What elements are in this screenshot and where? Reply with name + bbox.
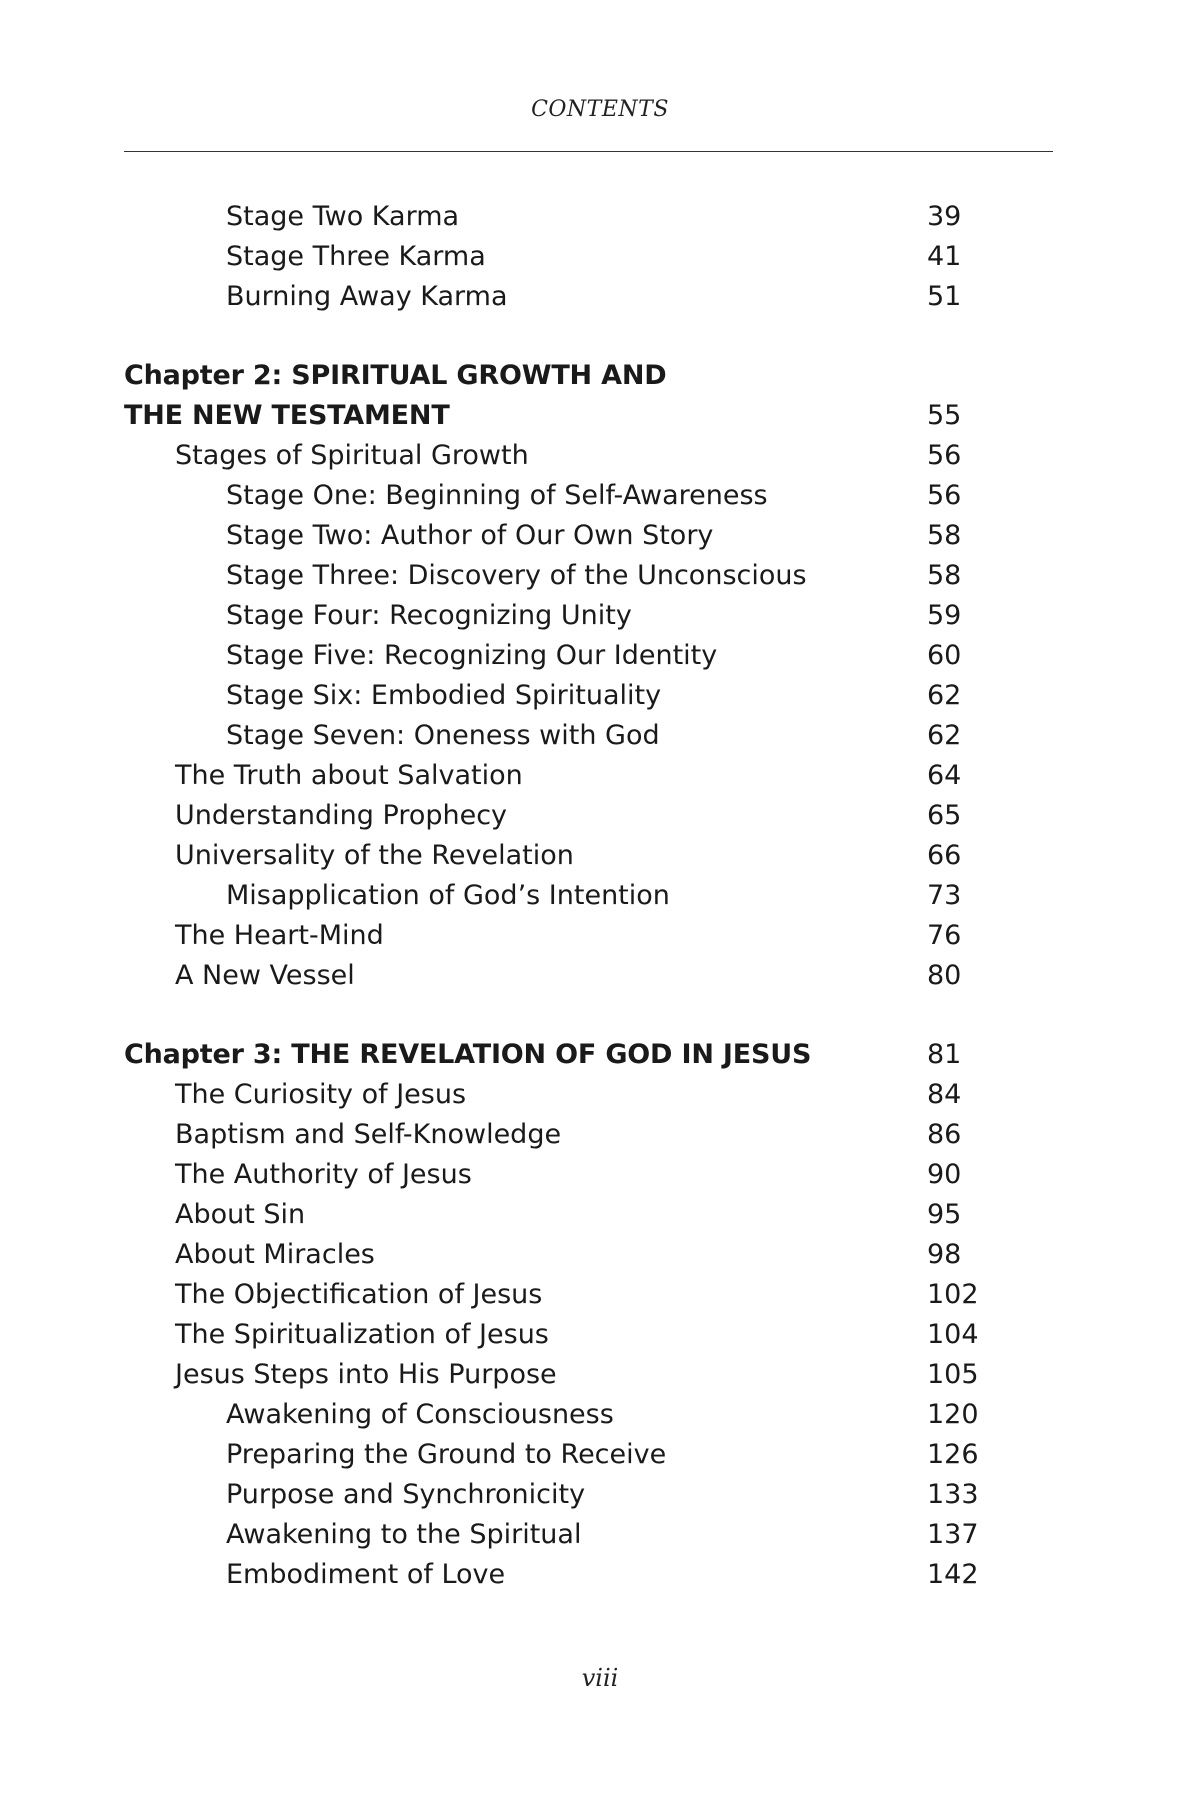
- toc-entry-title: The Heart-Mind: [175, 920, 384, 951]
- toc-entry-title: Baptism and Self-Knowledge: [175, 1119, 562, 1150]
- toc-entry-page-number: 66: [927, 840, 962, 871]
- toc-entry-page-number: 120: [927, 1399, 979, 1430]
- toc-entry[interactable]: [0, 197, 1200, 237]
- toc-entry[interactable]: [0, 1395, 1200, 1435]
- toc-entry-page-number: 90: [927, 1159, 962, 1190]
- toc-entry-page-number: 142: [927, 1559, 979, 1590]
- toc-entry-title: Universality of the Revelation: [175, 840, 574, 871]
- toc-entry[interactable]: [0, 1155, 1200, 1195]
- toc-entry[interactable]: [0, 1475, 1200, 1515]
- toc-entry-title: About Miracles: [175, 1239, 375, 1270]
- toc-entry-page-number: 76: [927, 920, 962, 951]
- toc-entry[interactable]: [0, 1195, 1200, 1235]
- toc-entry[interactable]: [0, 1555, 1200, 1595]
- toc-entry-title: Misapplication of God’s Intention: [226, 880, 670, 911]
- toc-entry[interactable]: [0, 836, 1200, 876]
- toc-entry[interactable]: [0, 277, 1200, 317]
- toc-entry[interactable]: [0, 876, 1200, 916]
- toc-entry-page-number: 81: [927, 1039, 962, 1070]
- toc-entry-title: The Spiritualization of Jesus: [175, 1319, 549, 1350]
- toc-entry-title: Stage Six: Embodied Spirituality: [226, 680, 662, 711]
- toc-entry-title: A New Vessel: [175, 960, 355, 991]
- toc-entry-title: THE NEW TESTAMENT: [124, 400, 450, 431]
- toc-entry-page-number: 104: [927, 1319, 979, 1350]
- toc-entry-page-number: 55: [927, 400, 962, 431]
- toc-entry-page-number: 60: [927, 640, 962, 671]
- toc-entry-title: Purpose and Synchronicity: [226, 1479, 586, 1510]
- toc-entry-title: Stage Two Karma: [226, 201, 460, 232]
- toc-entry-title: Stage One: Beginning of Self-Awareness: [226, 480, 768, 511]
- toc-entry-page-number: 39: [927, 201, 962, 232]
- toc-entry-page-number: 58: [927, 520, 962, 551]
- toc-entry-page-number: 41: [927, 241, 962, 272]
- toc-entry-page-number: 65: [927, 800, 962, 831]
- toc-entry-title: The Truth about Salvation: [175, 760, 523, 791]
- toc-entry-title: The Authority of Jesus: [175, 1159, 472, 1190]
- section-gap: [0, 996, 1200, 1035]
- toc-entry-page-number: 73: [927, 880, 962, 911]
- toc-entry[interactable]: [0, 1515, 1200, 1555]
- toc-entry-page-number: 126: [927, 1439, 979, 1470]
- toc-entry-title: Chapter 3: THE REVELATION OF GOD IN JESUS: [124, 1039, 812, 1070]
- toc-entry-page-number: 56: [927, 480, 962, 511]
- toc-entry[interactable]: [0, 516, 1200, 556]
- toc-entry-title: Stages of Spiritual Growth: [175, 440, 529, 471]
- toc-entry-page-number: 133: [927, 1479, 979, 1510]
- toc-entry-title: Stage Two: Author of Our Own Story: [226, 520, 714, 551]
- page-number: viii: [581, 1664, 619, 1692]
- toc-entry-page-number: 102: [927, 1279, 979, 1310]
- toc-entry-page-number: 95: [927, 1199, 962, 1230]
- toc-entry-title: About Sin: [175, 1199, 306, 1230]
- toc-entry[interactable]: [0, 556, 1200, 596]
- toc-entry[interactable]: [0, 436, 1200, 476]
- toc-entry-page-number: 58: [927, 560, 962, 591]
- toc-entry[interactable]: [0, 237, 1200, 277]
- toc-entry[interactable]: [0, 476, 1200, 516]
- toc-entry[interactable]: [0, 1075, 1200, 1115]
- toc-chapter-heading[interactable]: [0, 396, 1200, 436]
- toc-entry[interactable]: [0, 596, 1200, 636]
- toc-entry-title: The Curiosity of Jesus: [175, 1079, 467, 1110]
- toc-entry-page-number: 105: [927, 1359, 979, 1390]
- toc-entry-page-number: 86: [927, 1119, 962, 1150]
- toc-entry-page-number: 137: [927, 1519, 979, 1550]
- toc-chapter-heading[interactable]: [0, 356, 1200, 396]
- toc-entry[interactable]: [0, 1235, 1200, 1275]
- toc-entry[interactable]: [0, 796, 1200, 836]
- toc-entry[interactable]: [0, 716, 1200, 756]
- toc-entry-title: Awakening to the Spiritual: [226, 1519, 582, 1550]
- running-head: CONTENTS: [531, 97, 669, 122]
- toc-entry[interactable]: [0, 1275, 1200, 1315]
- toc-entry[interactable]: [0, 956, 1200, 996]
- toc-chapter-heading[interactable]: [0, 1035, 1200, 1075]
- toc-entry-title: Understanding Prophecy: [175, 800, 508, 831]
- toc-entry[interactable]: [0, 916, 1200, 956]
- toc-entry-title: Stage Three: Discovery of the Unconscious: [226, 560, 807, 591]
- toc-entry-page-number: 62: [927, 720, 962, 751]
- toc-entry-title: Preparing the Ground to Receive: [226, 1439, 667, 1470]
- toc-entry[interactable]: [0, 676, 1200, 716]
- toc-entry-title: The Objectification of Jesus: [175, 1279, 543, 1310]
- toc-entry-title: Stage Three Karma: [226, 241, 486, 272]
- toc-entry-title: Stage Five: Recognizing Our Identity: [226, 640, 718, 671]
- toc-entry-title: Jesus Steps into His Purpose: [175, 1359, 557, 1390]
- toc-entry[interactable]: [0, 1115, 1200, 1155]
- toc-entry-page-number: 98: [927, 1239, 962, 1270]
- toc-entry-title: Awakening of Consciousness: [226, 1399, 614, 1430]
- toc-entry[interactable]: [0, 1355, 1200, 1395]
- header-rule: [124, 151, 1053, 152]
- section-gap: [0, 317, 1200, 356]
- toc-entry-page-number: 51: [927, 281, 962, 312]
- table-of-contents: [0, 197, 1200, 1595]
- toc-entry-page-number: 59: [927, 600, 962, 631]
- toc-entry-title: Chapter 2: SPIRITUAL GROWTH AND: [124, 360, 667, 391]
- toc-entry-page-number: 62: [927, 680, 962, 711]
- toc-entry[interactable]: [0, 1435, 1200, 1475]
- toc-entry-page-number: 80: [927, 960, 962, 991]
- toc-entry-title: Stage Seven: Oneness with God: [226, 720, 660, 751]
- toc-entry-title: Embodiment of Love: [226, 1559, 506, 1590]
- toc-entry-title: Burning Away Karma: [226, 281, 508, 312]
- toc-entry-page-number: 84: [927, 1079, 962, 1110]
- toc-entry-page-number: 64: [927, 760, 962, 791]
- toc-entry-page-number: 56: [927, 440, 962, 471]
- toc-entry[interactable]: [0, 756, 1200, 796]
- toc-entry[interactable]: [0, 636, 1200, 676]
- toc-entry[interactable]: [0, 1315, 1200, 1355]
- toc-entry-title: Stage Four: Recognizing Unity: [226, 600, 632, 631]
